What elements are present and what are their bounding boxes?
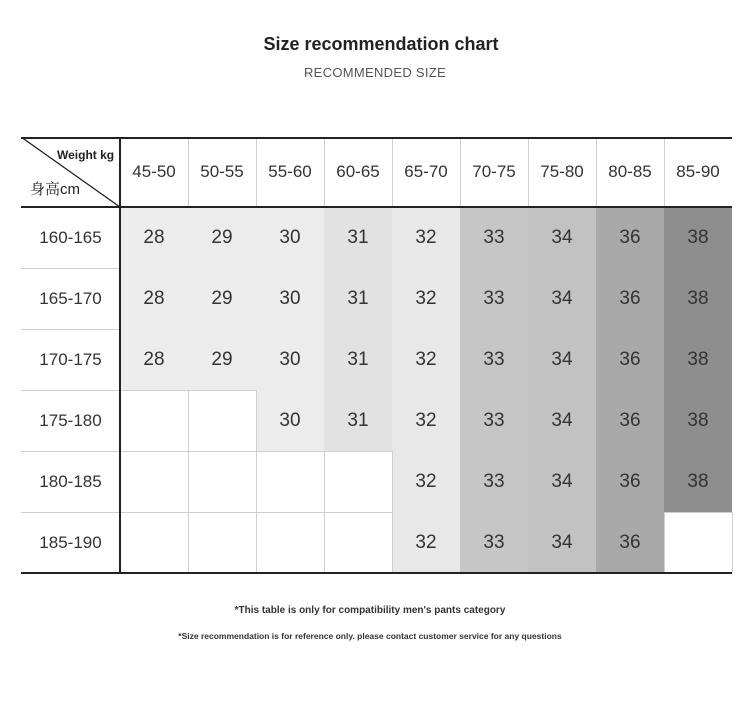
size-cell: 30 [256, 268, 324, 329]
column-divider [392, 137, 393, 207]
size-cell: 33 [460, 268, 528, 329]
note-reference: *Size recommendation is for reference only. please contact customer service for any questions [178, 631, 562, 641]
row-divider [21, 512, 120, 513]
size-cell: 30 [256, 207, 324, 268]
cell-border [120, 390, 188, 391]
row-divider [21, 268, 120, 269]
page-title: Size recommendation chart [263, 34, 499, 54]
size-cell: 31 [324, 268, 392, 329]
weight-header: 60-65 [336, 162, 380, 181]
empty-cell [324, 512, 392, 573]
height-header: 180-185 [39, 471, 102, 491]
height-header: 185-190 [39, 532, 102, 552]
cell-border [120, 451, 188, 452]
weight-header: 65-70 [404, 162, 448, 181]
page-subtitle: RECOMMENDED SIZE [303, 65, 447, 80]
cell-border [256, 512, 257, 573]
size-cell: 30 [256, 390, 324, 451]
size-cell: 34 [528, 451, 596, 512]
size-cell: 29 [188, 329, 256, 390]
size-cell: 31 [324, 390, 392, 451]
height-header: 175-180 [39, 410, 102, 430]
weight-axis-label: Weight kg [57, 148, 115, 162]
cell-border [732, 512, 733, 573]
size-cell: 38 [664, 207, 732, 268]
size-cell: 32 [392, 390, 460, 451]
column-divider [188, 137, 189, 207]
size-cell: 36 [596, 390, 664, 451]
cell-border [188, 451, 256, 452]
size-cell: 36 [596, 268, 664, 329]
size-cell: 32 [392, 512, 460, 573]
size-cell: 33 [460, 390, 528, 451]
weight-header: 45-50 [132, 162, 176, 181]
weight-header: 55-60 [268, 162, 312, 181]
header-column-border [119, 137, 121, 573]
column-divider [256, 137, 257, 207]
height-axis-label: 身高cm [30, 181, 80, 198]
size-cell: 33 [460, 329, 528, 390]
size-cell: 38 [664, 329, 732, 390]
size-cell: 29 [188, 268, 256, 329]
cell-border [188, 512, 256, 513]
size-cell: 36 [596, 207, 664, 268]
size-cell: 31 [324, 207, 392, 268]
size-cell: 34 [528, 329, 596, 390]
size-cell: 31 [324, 329, 392, 390]
size-cell: 34 [528, 390, 596, 451]
size-cell: 33 [460, 512, 528, 573]
size-cell: 38 [664, 268, 732, 329]
size-cell: 32 [392, 451, 460, 512]
size-cell: 34 [528, 512, 596, 573]
size-cell: 29 [188, 207, 256, 268]
column-divider [460, 137, 461, 207]
size-cell: 38 [664, 451, 732, 512]
cell-border [664, 512, 732, 513]
weight-header: 70-75 [472, 162, 516, 181]
row-divider [21, 329, 120, 330]
weight-header: 85-90 [676, 162, 720, 181]
empty-cell [664, 512, 732, 573]
cell-border [256, 451, 324, 452]
row-divider [21, 390, 120, 391]
size-table [21, 137, 731, 573]
cell-border [188, 512, 189, 573]
empty-cell [256, 451, 324, 512]
empty-cell [120, 451, 188, 512]
size-cell: 33 [460, 451, 528, 512]
cell-border [188, 390, 189, 451]
height-header: 170-175 [39, 349, 102, 369]
cell-border [188, 451, 189, 512]
size-cell: 28 [120, 207, 188, 268]
cell-border [324, 512, 325, 573]
size-cell: 34 [528, 268, 596, 329]
weight-header: 80-85 [608, 162, 652, 181]
empty-cell [120, 390, 188, 451]
empty-cell [188, 390, 256, 451]
column-divider [528, 137, 529, 207]
cell-border [256, 390, 257, 451]
empty-cell [256, 512, 324, 573]
table-top-border [21, 137, 732, 139]
empty-cell [188, 512, 256, 573]
cell-border [324, 512, 392, 513]
cell-border [324, 451, 325, 512]
cell-border [188, 390, 256, 391]
row-divider [21, 451, 120, 452]
column-divider [596, 137, 597, 207]
cell-border [256, 451, 257, 512]
size-cell: 36 [596, 451, 664, 512]
size-cell: 28 [120, 329, 188, 390]
empty-cell [324, 451, 392, 512]
cell-border [256, 512, 324, 513]
empty-cell [120, 512, 188, 573]
size-cell: 32 [392, 329, 460, 390]
height-header: 165-170 [39, 288, 102, 308]
size-cell: 34 [528, 207, 596, 268]
cell-border [324, 451, 392, 452]
size-cell: 30 [256, 329, 324, 390]
table-bottom-border [21, 572, 732, 574]
weight-header: 50-55 [200, 162, 244, 181]
size-cell: 32 [392, 207, 460, 268]
size-cell: 28 [120, 268, 188, 329]
size-cell: 33 [460, 207, 528, 268]
header-bottom-border [21, 206, 732, 208]
size-cell: 36 [596, 512, 664, 573]
weight-header: 75-80 [540, 162, 584, 181]
cell-border [664, 512, 665, 573]
cell-border [120, 512, 188, 513]
height-header: 160-165 [39, 227, 102, 247]
size-cell: 32 [392, 268, 460, 329]
column-divider [324, 137, 325, 207]
cell-border [392, 451, 393, 512]
column-divider [664, 137, 665, 207]
size-cell: 36 [596, 329, 664, 390]
empty-cell [188, 451, 256, 512]
cell-border [392, 512, 393, 573]
size-cell: 38 [664, 390, 732, 451]
note-compatibility: *This table is only for compatibility men's pants category [234, 605, 506, 616]
